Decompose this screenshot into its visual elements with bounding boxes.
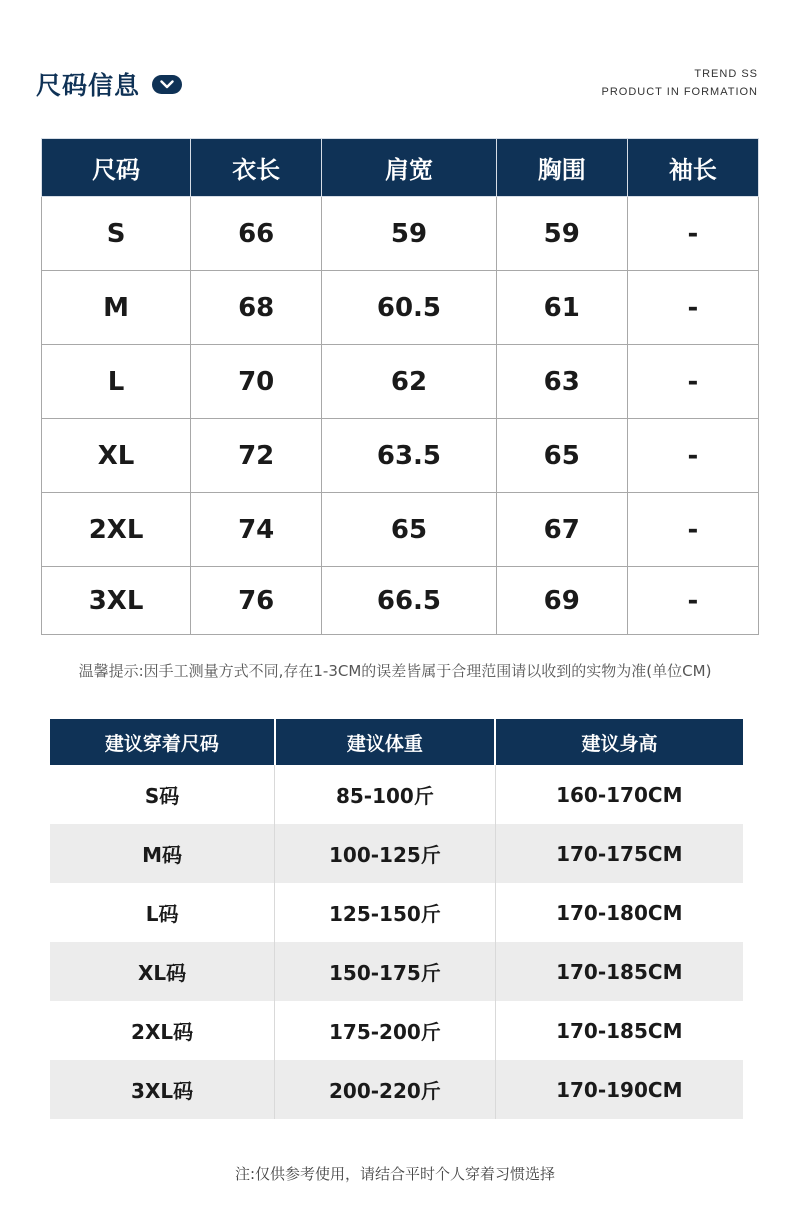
table-row <box>42 271 759 345</box>
col-header-recommended-size: 建议穿着尺码 <box>50 719 275 765</box>
cell-recommended-weight: 85-100斤 <box>275 765 495 824</box>
cell-sleeve: - <box>627 419 758 493</box>
cell-recommended-size: L码 <box>50 883 275 942</box>
cell-sleeve: - <box>627 197 758 271</box>
measurement-note: 温馨提示:因手工测量方式不同,存在1-3CM的误差皆属于合理范围请以收到的实物为准(单位CM) <box>78 662 712 680</box>
size-recommendation-table <box>50 719 743 1119</box>
cell-sleeve: - <box>627 271 758 345</box>
table-row <box>42 493 759 567</box>
cell-recommended-size: 2XL码 <box>50 1001 275 1060</box>
cell-length: 68 <box>191 271 322 345</box>
col-header-size: 尺码 <box>42 139 191 197</box>
chevron-down-icon <box>152 75 182 94</box>
table-row <box>50 883 743 942</box>
footer-note: 注:仅供参考使用，请结合平时个人穿着习惯选择 <box>234 1165 556 1183</box>
cell-recommended-height: 170-190CM <box>495 1060 743 1119</box>
col-header-chest: 胸围 <box>496 139 627 197</box>
recommendation-header-row <box>50 719 743 765</box>
cell-chest: 65 <box>496 419 627 493</box>
cell-recommended-height: 170-175CM <box>495 824 743 883</box>
cell-shoulder: 62 <box>322 345 496 419</box>
cell-size: 2XL <box>42 493 191 567</box>
cell-shoulder: 66.5 <box>322 567 496 635</box>
cell-chest: 61 <box>496 271 627 345</box>
cell-size: XL <box>42 419 191 493</box>
table-row <box>50 1001 743 1060</box>
cell-recommended-weight: 200-220斤 <box>275 1060 495 1119</box>
cell-recommended-height: 170-185CM <box>495 1001 743 1060</box>
cell-size: 3XL <box>42 567 191 635</box>
cell-chest: 69 <box>496 567 627 635</box>
table-row <box>50 1060 743 1119</box>
col-header-recommended-weight: 建议体重 <box>275 719 495 765</box>
cell-length: 66 <box>191 197 322 271</box>
cell-recommended-size: S码 <box>50 765 275 824</box>
cell-recommended-weight: 150-175斤 <box>275 942 495 1001</box>
table-row <box>42 567 759 635</box>
cell-length: 76 <box>191 567 322 635</box>
table-row <box>42 197 759 271</box>
brand-tagline <box>602 68 758 98</box>
table-row <box>50 942 743 1001</box>
col-header-shoulder: 肩宽 <box>322 139 496 197</box>
cell-recommended-size: 3XL码 <box>50 1060 275 1119</box>
cell-recommended-size: M码 <box>50 824 275 883</box>
cell-size: M <box>42 271 191 345</box>
tagline-line-1: TREND SS <box>694 68 758 80</box>
cell-sleeve: - <box>627 345 758 419</box>
col-header-length: 衣长 <box>191 139 322 197</box>
page-title: 尺码信息 <box>36 71 141 100</box>
table-row <box>50 765 743 824</box>
cell-recommended-height: 160-170CM <box>495 765 743 824</box>
cell-shoulder: 60.5 <box>322 271 496 345</box>
cell-length: 74 <box>191 493 322 567</box>
size-chart-header-row <box>42 139 759 197</box>
cell-recommended-height: 170-185CM <box>495 942 743 1001</box>
cell-recommended-weight: 100-125斤 <box>275 824 495 883</box>
table-row <box>50 824 743 883</box>
page-header <box>36 66 182 102</box>
cell-size: S <box>42 197 191 271</box>
cell-chest: 63 <box>496 345 627 419</box>
cell-sleeve: - <box>627 493 758 567</box>
col-header-sleeve: 袖长 <box>627 139 758 197</box>
cell-recommended-weight: 175-200斤 <box>275 1001 495 1060</box>
cell-size: L <box>42 345 191 419</box>
cell-shoulder: 59 <box>322 197 496 271</box>
cell-recommended-weight: 125-150斤 <box>275 883 495 942</box>
cell-length: 72 <box>191 419 322 493</box>
cell-sleeve: - <box>627 567 758 635</box>
cell-recommended-height: 170-180CM <box>495 883 743 942</box>
table-row <box>42 419 759 493</box>
cell-length: 70 <box>191 345 322 419</box>
cell-chest: 59 <box>496 197 627 271</box>
table-row <box>42 345 759 419</box>
cell-chest: 67 <box>496 493 627 567</box>
col-header-recommended-height: 建议身高 <box>495 719 743 765</box>
tagline-line-2: PRODUCT IN FORMATION <box>601 86 758 98</box>
cell-recommended-size: XL码 <box>50 942 275 1001</box>
size-chart-table <box>41 138 759 635</box>
cell-shoulder: 63.5 <box>322 419 496 493</box>
cell-shoulder: 65 <box>322 493 496 567</box>
